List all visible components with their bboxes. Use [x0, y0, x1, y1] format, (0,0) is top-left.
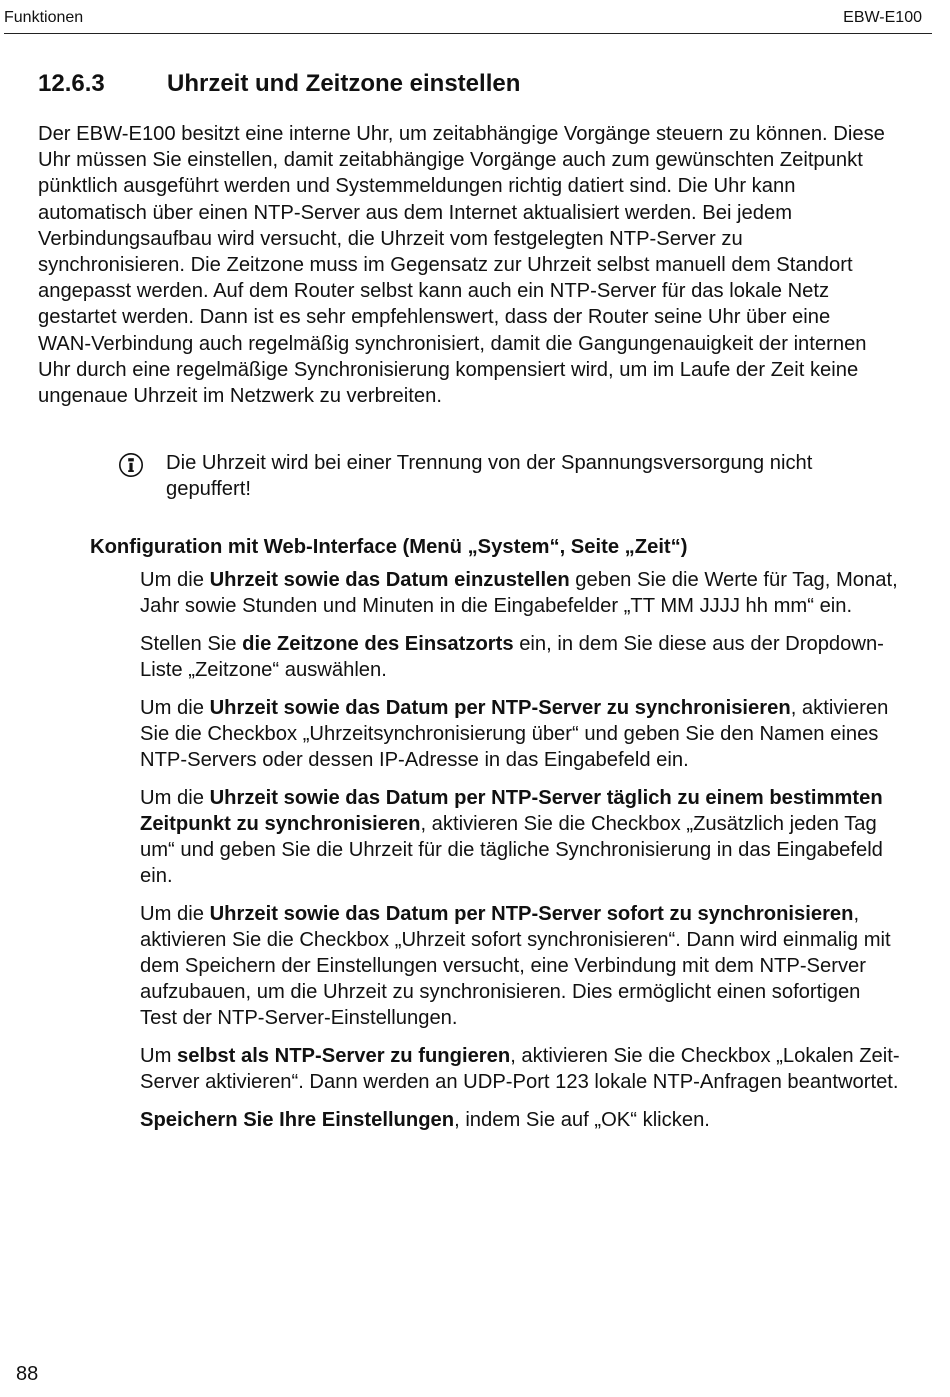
paragraph-time-zone: Stellen Sie die Zeitzone des Einsatzorts ein, in dem Sie diese aus der Dropdown-Liste „Zeitzone“ auswählen. [140, 633, 884, 681]
header-divider [4, 33, 932, 34]
page-number: 88 [16, 1363, 39, 1385]
paragraph-ntp-immediate: Um die Uhrzeit sowie das Datum per NTP-Server sofort zu synchronisieren, aktivieren Sie die Checkbox „Uhrzeit sofort synchronisieren“. Dann wird einmalig mit dem Speichern der Einstellungen versucht, eine Verbindung mit dem NTP-Server aufzubauen, um die Uhrzeit zu synchronisieren. Dies ermöglicht einen sofortigen Test der NTP-Server-Einstellungen. [140, 903, 891, 1029]
note-text: Die Uhrzeit wird bei einer Trennung von der Spannungsversorgung nicht gepuffert! [166, 452, 813, 501]
intro-paragraph: Der EBW-E100 besitzt eine interne Uhr, um zeitabhängige Vorgänge steuern zu können. Diese Uhr müssen Sie einstellen, damit zeitabhängige Vorgänge auch zum gewünschten Zeitpunkt pünktlich ausgeführt werden und Systemmeldungen richtig datiert sind. Die Uhr kann automatisch über einen NTP-Server aus dem Internet aktualisiert werden. Bei jedem Verbindungsaufbau wird versucht, die Uhrzeit vom festgelegten NTP-Server zu synchronisieren. Die Zeitzone muss im Gegensatz zur Uhrzeit selbst manuell dem Standort angepasst werden. Auf dem Router selbst kann auch ein NTP-Server für das lokale Netz gestartet werden. Dann ist es sehr empfehlenswert, dass der Router seine Uhr über eine WAN-Verbindung auch regelmäßig synchronisiert, damit die Gangungenauigkeit der internen Uhr durch eine regelmäßige Synchronisierung kompensiert wird, um im Laufe der Zeit keine ungenaue Uhrzeit im Netzwerk zu verbreiten. [38, 123, 885, 408]
paragraph-ntp-sync: Um die Uhrzeit sowie das Datum per NTP-Server zu synchronisieren, aktivieren Sie die Checkbox „Uhrzeitsynchronisierung über“ und geben Sie den Namen eines NTP-Servers oder dessen IP-Adresse in das Eingabefeld ein. [140, 697, 889, 771]
paragraph-save: Speichern Sie Ihre Einstellungen, indem Sie auf „OK“ klicken. [140, 1109, 710, 1131]
info-icon [118, 452, 144, 478]
header-chapter: Funktionen [4, 9, 84, 26]
section-number: 12.6.3 [38, 70, 105, 97]
paragraph-set-time: Um die Uhrzeit sowie das Datum einzustellen geben Sie die Werte für Tag, Monat, Jahr sowie Stunden und Minuten in die Eingabefelder „TT MM JJJJ hh mm“ ein. [140, 569, 898, 617]
instructions [140, 567, 900, 1145]
page-header [0, 0, 950, 36]
section-title: Uhrzeit und Zeitzone einstellen [167, 70, 521, 97]
paragraph-ntp-server: Um selbst als NTP-Server zu fungieren, aktivieren Sie die Checkbox „Lokalen Zeit-Server aktivieren“. Dann werden an UDP-Port 123 lokale NTP-Anfragen beantwortet. [140, 1045, 900, 1093]
section-heading [38, 70, 520, 98]
config-heading: Konfiguration mit Web-Interface (Menü „System“, Seite „Zeit“) [90, 536, 688, 558]
header-product: EBW-E100 [843, 9, 922, 26]
paragraph-ntp-daily: Um die Uhrzeit sowie das Datum per NTP-Server täglich zu einem bestimmten Zeitpunkt zu synchronisieren, aktivieren Sie die Checkbox „Zusätzlich jeden Tag um“ und geben Sie die Uhrzeit für die tägliche Synchronisierung in das Eingabefeld ein. [140, 787, 883, 887]
